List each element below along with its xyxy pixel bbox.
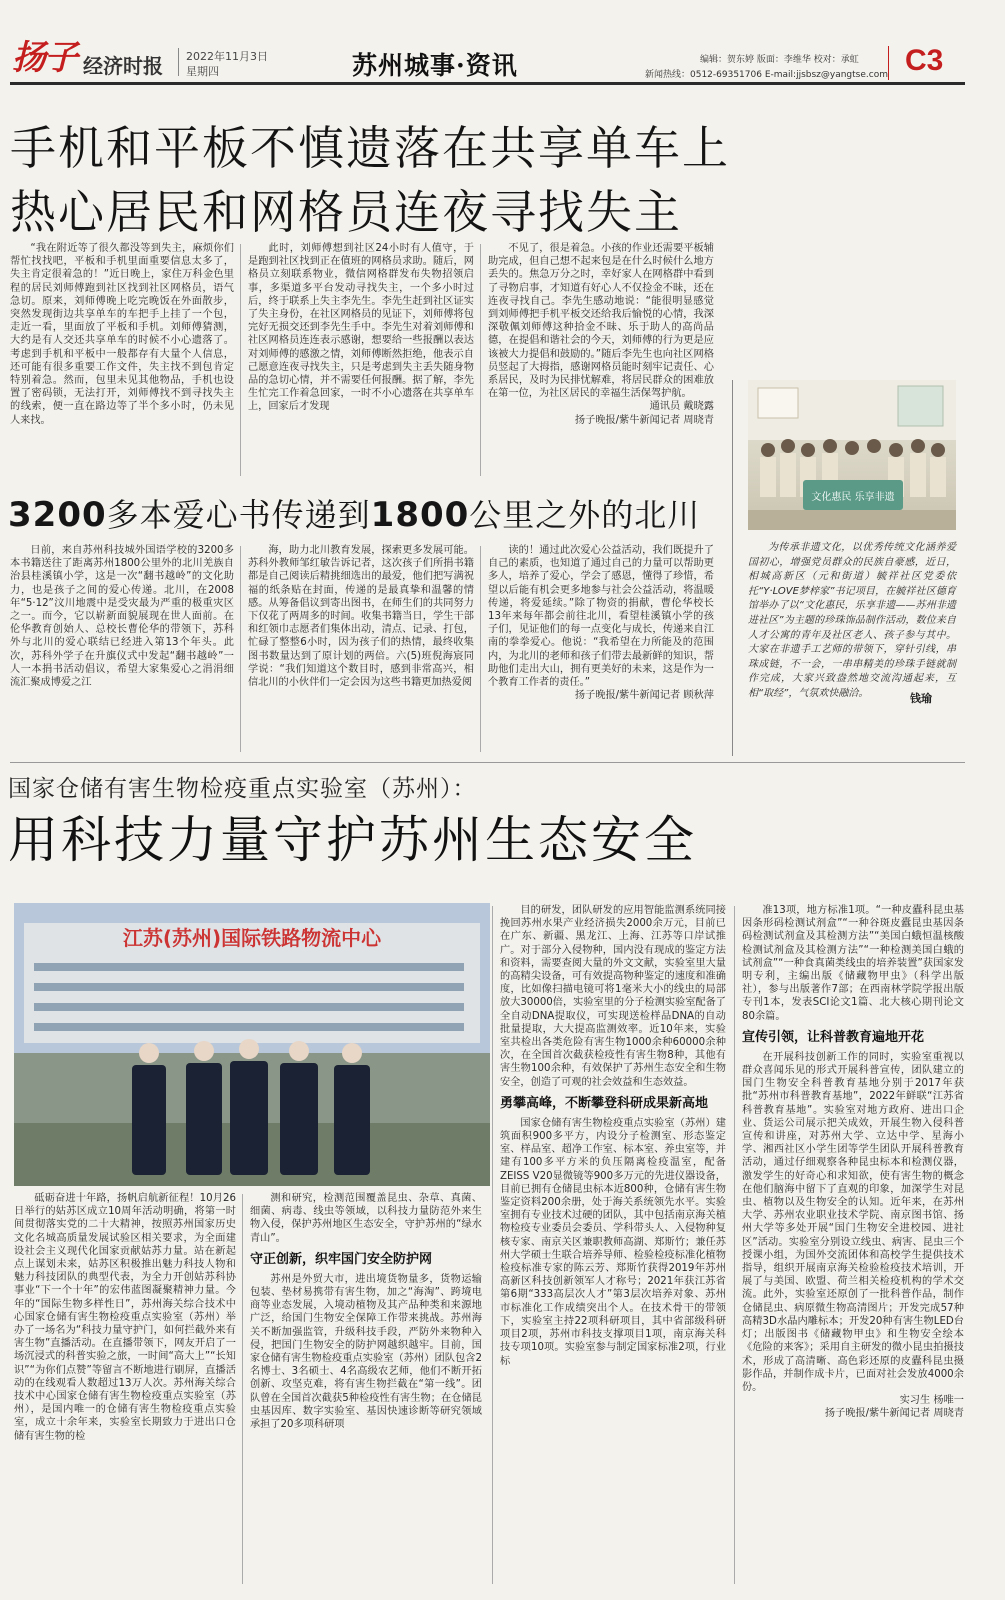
article2-col3-text: 读的！通过此次爱心公益活动，我们既提升了自己的素质，也知道了通过自己的力量可以帮助更多人，培养了爱心，学会了感恩，懂得了珍惜，希望以后能有机会更多地参与社会公益活动，将温暖传递，将爱延续。”除了物资的捐献，曹伦华校长13年来每年都会前往北川，看望桂溪镇小学的孩子们，见证他们的每一点变化与成长，传递来自江南的拳拳爱心。他说：“我希望在力所能及的范围内，为北川的老师和孩子们带去最新鲜的知识，帮助他们走出大山，拥有更美好的未来，这是作为一个教育工作者的责任。”	[488, 545, 714, 689]
column-divider	[480, 546, 481, 752]
page-number-divider	[888, 46, 889, 80]
article3-byline-intern: 实习生 杨唯一	[899, 1395, 964, 1407]
article3-col4-text-b: 在开展科技创新工作的同时，实验室重视以群众喜闻乐见的形式开展科普宣传，团队建立的国门生物安全科普教育基地分别于2017年获批“苏州市科普教育基地”，2022年鲜联“江苏省科普教育基地”。实验室对地方政府、进出口企业、货运公司展示把关成效，开展生物入侵科普宣传和讲座，对苏州大学、立达中学、星海小学、湘西社区小学生团等学生团队开展科普教育活动，通过仔细观察各种昆虫标本和检测仪器，激发学生的好奇心和求知欲，使有害生物的概念在他们脑海中留下了直观的印象，加深学生对昆虫、植物以及生物安全的认知。近年来，在苏州大学、苏州农业职业技术学院、南京图书馆、扬州大学等多处开展“国门生物安全进校园、进社区”活动。实验室分别设立线虫、病害、昆虫三个授课小组，为国外交流团体和高校学生提供技术指导，组织开展南京海关检验检疫技术培训，开展了与美国、欧盟、荷兰相关检疫机构的学术交流。此外，实验室还原创了一批科普作品，制作仓储昆虫、病原微生物高清图片；开发完成57种高精3D水晶内雕标本；开发20种有害生物LED台灯；出版图书《储藏物甲虫》和生物安全绘本《危险的来客》；采用自主研发的微小昆虫拍摄技术，形成了高清晰、高色彩还原的皮蠹科昆虫摄影作品，并制作成卡片，已面对社会发放4000余份。	[742, 1051, 964, 1393]
column-divider	[734, 906, 735, 1584]
culture-event-photo-illustration	[748, 380, 956, 530]
culture-event-photo	[748, 380, 956, 530]
article1-col3-text: 不见了，很是着急。小孩的作业还需要平板辅助完成，但自己想不起来包是在什么时候什么地方丢失的。焦急万分之时，幸好家人在网格群中看到了寻物启事，才知道有好心人不仅捡金不昧，还在连夜寻找自己。李先生感动地说：“能很明显感觉到刘师傅把手机平板交还给我后愉悦的心情，我深深敬佩刘师傅这种拾金不昧、乐于助人的高尚品德，在提倡和谐社会的今天，刘师傅的行为更是应该被大力提倡和鼓励的。”随后李先生也向社区网格员竖起了大拇指，感谢网格员能时刻牢记责任、心系居民，及时为民排忧解难，将居民群众的困难放在第一位，为社区居民的幸福生活保驾护航。	[488, 243, 714, 400]
column-divider	[480, 244, 481, 476]
masthead-divider	[178, 48, 179, 76]
article1-byline-correspondent: 通讯员 戴晓露	[649, 401, 714, 413]
column-divider	[242, 1194, 243, 1584]
article2-byline: 扬子晚报/紫牛新闻记者 顾秋萍	[574, 690, 714, 702]
article2-col1-text: 日前，来自苏州科技城外国语学校的3200多本书籍送往了距离苏州1800公里外的北川羌族自治县桂溪镇小学，这是一次“翻书越岭”的文化助力，也是孩子之间的爱心传递。北川，在2008年“5·12”汶川地震中是受灾最为严重的极重灾区之一。而今，它以崭新面貌展现在世人面前。在伦华教育创始人、总校长曹伦华的带领下，苏科外与北川的爱心联结已经进入第13个年头。此次，苏科外学子在升旗仪式中发起“翻书越岭”一人一本捐书活动倡议，希望大家集爱心之涓涓细流汇聚成博爱之江	[10, 545, 234, 689]
page-number: C3	[905, 44, 944, 77]
article2-col2-text: 海，助力北川教育发展，探索更多发展可能。苏科外教师邹红敏告诉记者，这次孩子们所捐书籍都是自己阅读后精挑细选出的最爱，他们把写满祝福的纸条贴在封面，传递的是最真挚和温馨的情感。从筹备倡议到寄出图书，在师生们的共同努力下仅花了两周多的时间。收集书籍当日，学生干部和红领巾志愿者们集体出动，清点、记录、打包，忙碌了整整6小时，因为孩子们的热情，最终收集图书数量达到了原计划的两倍。六(5)班倪海宸同学说：“我们知道这个数目时，感到非常高兴，相信北川的小伙伴们一定会因为这些书籍更加热爱阅	[248, 545, 474, 689]
article3-subheading-1: 守正创新，织牢国门安全防护网	[250, 1251, 433, 1267]
article3-column-3	[500, 904, 726, 1590]
article2-column-1	[10, 544, 234, 756]
article3-column-2	[250, 1192, 482, 1590]
section-title: 苏州城事·资讯	[352, 51, 518, 80]
article1-column-2	[248, 242, 474, 482]
article3-col3-text-a: 目的研发，团队研发的应用智能监测系统同接挽回苏州水果产业经济损失2000余万元，目前已在广东、新疆、黑龙江、上海、江苏等口岸试推广。对于部分入侵物种，国内没有现成的鉴定方法和资料，需要查阅大量的外文文献，实验室里大量的高精尖设备，可有效提高物种鉴定的速度和准确度，比如像扫描电镜可将1毫米大小的线虫的局部放大30000倍，实验室里的分子检测实验室配备了全自动DNA提取仪，可实现送检样品DNA的自动批量提取，大大提高监测效率。近10年来，实验室共检出各类危险有害生物1000余种60000余种次，在全国首次截获检疫性有害生物8种，其他有害生物100余种，有效保护了苏州生态安全和生物安全，创造了可观的社会效益和生态效益。	[500, 905, 726, 1088]
hotline-line: 新闻热线：0512-69351706 E-mail:jjsbsz@yangtse.com	[645, 70, 888, 80]
headline-number: 1800	[370, 495, 470, 535]
column-divider	[492, 906, 493, 1584]
article3-byline-reporter: 扬子晚报/紫牛新闻记者 周晓青	[824, 1408, 964, 1420]
column-divider	[240, 244, 241, 476]
section-rule	[10, 762, 965, 763]
article2-column-3	[488, 544, 714, 756]
article3-subheading-2: 勇攀高峰，不断攀登科研成果新高地	[500, 1095, 709, 1111]
article1-column-3	[488, 242, 714, 482]
editors-line: 编辑：贺东婷 版面：李维华 校对：承虹	[700, 55, 859, 65]
masthead-rule	[10, 82, 965, 85]
article3-col4-text-a: 准13项，地方标准1项。“一种皮蠹科昆虫基因条形码检测试剂盒”“一种谷斑皮蠹昆虫基因条码检测试剂盒及其检测方法”“美国白蛾恒温核酸检测试剂盒及其检测方法”“一种检测美国白蛾的试剂盒”“一种食真菌类线虫的培养装置”获国家发明专利，主编出版《储藏物甲虫》（科学出版社），参与出版著作7部；在西南林学院学报出版专刊1本，发表SCI论文1篇、北大核心期刊论文80余篇。	[742, 905, 964, 1022]
article3-col3-text-b: 国家仓储有害生物检疫重点实验室（苏州）建筑面积900多平方，内设分子检测室、形态鉴定室、样品室、超净工作室、标本室、养虫室等，并建有100多平方米的负压隔离检疫温室，配备ZEISS V20显微镜等900多万元的先进仪器设备，目前已拥有仓储昆虫标本近800种，仓储有害生物鉴定资料200余册，处于海关系统领先水平。实验室拥有专业技术过硬的团队，其中包括南京海关植物检疫专业委员会委员、学科带头人、入侵物种复核专家、南京关区兼职教师高湖、郑斯竹；兼任苏州大学硕士生联合培养导师、检验检疫标准化植物检疫标准专家的陈云芳、郑斯竹获得2019年苏州高新区科技创新领军人才称号；2021年获江苏省第6期“333高层次人才”第3层次培养对象、苏州市标准化工作成绩突出个人。在技术骨干的带领下，实验室主持22项科研项目，其中省部级科研项目2项，苏州市科技支撑项目1项，南京海关科技专项10项。实验室参与制定国家标准2项，行业标	[500, 1117, 726, 1367]
article1-col1-text: “我在附近等了很久都没等到失主，麻烦你们帮忙找找吧，平板和手机里面重要信息太多了，失主肯定很着急的！”近日晚上，家住万科金色里程的居民刘师傅跑到社区找到社区网格员，语气急切。原来，刘师傅晚上吃完晚饭在外面散步，突然发现街边共享单车的车把手上挂了一个包，走近一看，里面放了平板和手机。刘师傅猜测，大约是有人交还共享单车的时候不小心遗落了。考虑到手机和平板中一般都存有大量个人信息，还可能有很多重要工作文件，失主找不到包肯定特别着急。然而，包里未见其他物品，手机也设置了密码锁，无法打开，刘师傅找不到寻找失主的线索，便一直在路边等了半个多小时，仍未见人来找。	[10, 243, 234, 426]
article3-col2-text-b: 苏州是外贸大市，进出境货物量多，货物运输包装、垫材易携带有害生物，加之“海淘”、跨境电商等业态发展，入境动植物及其产品种类和来源地广泛，给国门生物安全保障工作带来挑战。苏州海关不断加强监管，升级科技手段，严防外来物种入侵，把国门生物安全的防护网越织越牢。目前，国家仓储有害生物检疫重点实验室（苏州）团队包含2名博士、3名硕士、4名高级农艺师，他们不断开拓创新、攻坚克难，将有害生物拦截在“第一线”。团队曾在全国首次截获5种检疫性有害生物；在仓储昆虫基因库、数字实验室、基因快速诊断等研究领域承担了20多项科研项	[250, 1273, 482, 1431]
article3-col1-text: 砥砺奋进十年路，扬帆启航新征程！10月26日举行的姑苏区成立10周年活动明确，将第一时间贯彻落实党的二十大精神，按照苏州国家历史文化名城高质量发展试验区相关要求，为全面建设社会主义现代化国家贡献姑苏力量。站在新起点上谋划未来，姑苏区积极推出魅力科技人物和魅力科技团队的典型代表，为全力开创姑苏科协事业“下一个十年”的宏伟蓝图凝聚精神力量。今年的“国际生物多样性日”，苏州海关综合技术中心国家仓储有害生物检疫重点实验室（苏州）举办了一场名为“科技力量守护门，如何拦截外来有害生物”直播活动。在直播带领下，网友开启了一场沉浸式的科普实验之旅，一时间“高大上”“长知识”“为你们点赞”等留言不断地进行刷屏，直播活动的在线观看人数超过13万人次。苏州海关综合技术中心国家仓储有害生物检疫重点实验室（苏州），是国内唯一的仓储有害生物检疫重点实验室，成立十余年来，实验室长期致力于进出口仓储有害生物的检	[14, 1193, 236, 1442]
article1-headline-line2: 热心居民和网格员连夜寻找失主	[10, 185, 682, 239]
article3-subheading-3: 宣传引领，让科普教育遍地开花	[742, 1029, 925, 1045]
article1-byline-reporter: 扬子晚报/紫牛新闻记者 周晓青	[574, 414, 714, 426]
article3-col2-text-a: 测和研究，检测范围覆盖昆虫、杂草、真菌、细菌、病毒、线虫等领域，以科技力量防范外来生物入侵，保护苏州地区生态安全，守护苏州的“绿水青山”。	[250, 1193, 482, 1244]
article3-headline: 用科技力量守护苏州生态安全	[8, 811, 697, 869]
lab-team-photo-illustration	[14, 903, 490, 1186]
column-divider	[240, 546, 241, 752]
paper-name: 经济时报	[83, 54, 163, 78]
lab-team-photo	[14, 903, 490, 1186]
article2-headline	[8, 490, 700, 536]
article1-column-1	[10, 242, 234, 482]
issue-weekday: 星期四	[186, 65, 219, 78]
caption-text: 为传承非遗文化，以优秀传统文化涵养爱国初心，增强党员群众的民族自豪感，近日，相城高新区（元和街道）毓祥社区党委依托“Y·LOVE梦梓家”书记项目，在毓祥社区德育馆举办了以“文化惠民，乐享非遗——苏州非遗进社区”为主题的珍珠饰品制作活动，数位来自人才公寓的青年及社区老人、孩子参与其中。大家在非遗手工艺师的带领下，穿针引线，串珠成链，不一会，一串串精美的珍珠手链就制作完成，大家兴致盎然地交流沟通起来，互相“取经”，气氛欢快融洽。	[748, 542, 956, 699]
article1-col2-text: 此时，刘师傅想到社区24小时有人值守，于是跑到社区找到正在值班的网格员求助。随后，网格员立刻联系物业，微信网格群发布失物招领启事，多渠道多平台发动寻找失主，一个多小时过后，终于联系上失主李先生。李先生赶到社区证实了失主身份，在社区网格员的见证下，刘师傅将包完好无损交还到李先生手中。李先生对着刘师傅和社区网格员连连表示感谢，想要给一些报酬以表达对刘师傅的感激之情，刘师傅断然拒绝，他表示自己愿意连夜寻找失主，只是考虑到失主丢失随身物品的急切心情，并不需要任何报酬。据了解，李先生忙完工作着急回家，一时不小心遗落在共享单车上，回家后才发现	[248, 243, 474, 413]
article3-column-1	[14, 1192, 236, 1590]
building-sign-text: 江苏(苏州)国际铁路物流中心	[122, 926, 382, 950]
photo-banner-text: 文化惠民 乐享非遗	[811, 492, 895, 503]
sidebar-divider	[732, 380, 733, 756]
headline-text: 公里之外的北川	[469, 496, 701, 534]
issue-date: 2022年11月3日	[186, 50, 268, 63]
headline-text: 多本爱心书传递到	[106, 496, 371, 534]
newspaper-logo: 扬子	[12, 38, 76, 78]
headline-number: 3200	[8, 495, 107, 535]
sidebar-author: 钱瑜	[910, 692, 932, 705]
article3-column-4	[742, 904, 964, 1590]
article3-kicker: 国家仓储有害生物检疫重点实验室（苏州）：	[8, 776, 477, 802]
culture-event-caption	[748, 541, 956, 702]
article2-column-2	[248, 544, 474, 756]
article1-headline-line1: 手机和平板不慎遗落在共享单车上	[10, 121, 730, 175]
